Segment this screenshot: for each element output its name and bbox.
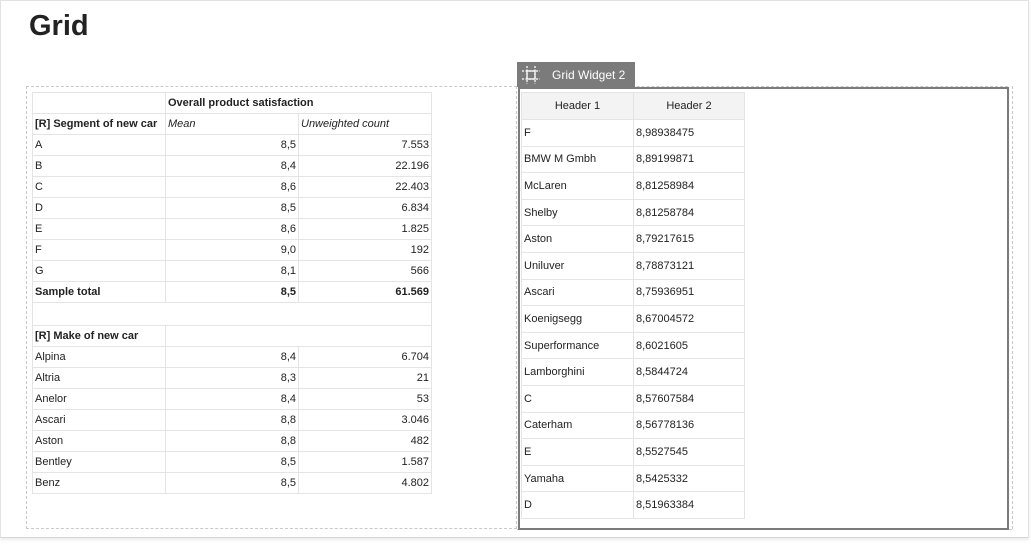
segment-row-label: B bbox=[33, 156, 166, 177]
make-row-count: 21 bbox=[299, 368, 432, 389]
grid-row[interactable] bbox=[522, 199, 745, 226]
grid-row[interactable] bbox=[522, 146, 745, 173]
grid-cell-name[interactable]: Superformance bbox=[522, 332, 634, 359]
grid-row[interactable] bbox=[522, 385, 745, 412]
make-row bbox=[33, 389, 432, 410]
make-row-mean: 8,3 bbox=[166, 368, 299, 389]
count-header: Unweighted count bbox=[299, 114, 432, 135]
make-row bbox=[33, 452, 432, 473]
segment-row bbox=[33, 261, 432, 282]
grid-cell-name[interactable]: Ascari bbox=[522, 279, 634, 306]
grid-cell-value[interactable]: 8,81258984 bbox=[634, 173, 745, 200]
segment-row-count: 22.196 bbox=[299, 156, 432, 177]
segment-row-count: 192 bbox=[299, 240, 432, 261]
grid-cell-name[interactable]: Uniluver bbox=[522, 252, 634, 279]
grid-cell-value[interactable]: 8,79217615 bbox=[634, 226, 745, 253]
segment-row bbox=[33, 219, 432, 240]
segment-row-label: E bbox=[33, 219, 166, 240]
make-row bbox=[33, 431, 432, 452]
grid-cell-value[interactable]: 8,78873121 bbox=[634, 252, 745, 279]
grid-row[interactable] bbox=[522, 359, 745, 386]
make-header: [R] Make of new car bbox=[33, 326, 166, 347]
make-row-label: Benz bbox=[33, 473, 166, 494]
grid-cell-value[interactable]: 8,5844724 bbox=[634, 359, 745, 386]
segment-header: [R] Segment of new car bbox=[33, 114, 166, 135]
make-row-mean: 8,4 bbox=[166, 347, 299, 368]
grid-cell-name[interactable]: C bbox=[522, 385, 634, 412]
grid-header-row bbox=[522, 93, 745, 120]
grid-row[interactable] bbox=[522, 439, 745, 466]
mean-header: Mean bbox=[166, 114, 299, 135]
grid-widget-2-tab[interactable] bbox=[517, 62, 635, 87]
grid-row[interactable] bbox=[522, 173, 745, 200]
make-row-count: 4.802 bbox=[299, 473, 432, 494]
crosstab-corner-cell bbox=[33, 93, 166, 114]
crosstab-sub-header-row bbox=[33, 114, 432, 135]
grid-row[interactable] bbox=[522, 465, 745, 492]
grid-cell-name[interactable]: McLaren bbox=[522, 173, 634, 200]
make-row-count: 6.704 bbox=[299, 347, 432, 368]
grid-cell-value[interactable]: 8,75936951 bbox=[634, 279, 745, 306]
segment-row bbox=[33, 177, 432, 198]
make-row-mean: 8,5 bbox=[166, 452, 299, 473]
segment-row-mean: 8,5 bbox=[166, 135, 299, 156]
segment-row-count: 566 bbox=[299, 261, 432, 282]
make-row-label: Ascari bbox=[33, 410, 166, 431]
grid-cell-value[interactable]: 8,81258784 bbox=[634, 199, 745, 226]
make-row-mean: 8,8 bbox=[166, 431, 299, 452]
segment-row-mean: 8,6 bbox=[166, 177, 299, 198]
segment-row-label: A bbox=[33, 135, 166, 156]
spacer-cell bbox=[33, 303, 432, 326]
grid-cell-name[interactable]: Shelby bbox=[522, 199, 634, 226]
crosstab-top-header-row bbox=[33, 93, 432, 114]
grid-cell-name[interactable]: F bbox=[522, 120, 634, 147]
widget-2-dashed-right bbox=[1012, 86, 1013, 529]
segment-row-count: 22.403 bbox=[299, 177, 432, 198]
grid-cell-value[interactable]: 8,51963384 bbox=[634, 492, 745, 519]
header-2[interactable]: Header 2 bbox=[634, 93, 745, 120]
grid-cell-value[interactable]: 8,56778136 bbox=[634, 412, 745, 439]
crosstab-top-header: Overall product satisfaction bbox=[166, 93, 432, 114]
grid-cell-value[interactable]: 8,5527545 bbox=[634, 439, 745, 466]
make-header-empty bbox=[166, 326, 432, 347]
page-title: Grid bbox=[29, 10, 89, 42]
segment-row-mean: 8,1 bbox=[166, 261, 299, 282]
make-row-mean: 8,4 bbox=[166, 389, 299, 410]
segment-row-count: 7.553 bbox=[299, 135, 432, 156]
segment-row-mean: 8,5 bbox=[166, 198, 299, 219]
grid-widget-2-table bbox=[521, 92, 745, 519]
grid-row[interactable] bbox=[522, 332, 745, 359]
make-row-label: Bentley bbox=[33, 452, 166, 473]
grid-row[interactable] bbox=[522, 306, 745, 333]
make-row-count: 3.046 bbox=[299, 410, 432, 431]
sample-total-row bbox=[33, 282, 432, 303]
make-row-mean: 8,8 bbox=[166, 410, 299, 431]
header-1[interactable]: Header 1 bbox=[522, 93, 634, 120]
segment-row-label: C bbox=[33, 177, 166, 198]
grid-cell-value[interactable]: 8,57607584 bbox=[634, 385, 745, 412]
spacer-row bbox=[33, 303, 432, 326]
grid-row[interactable] bbox=[522, 226, 745, 253]
crosstab-table bbox=[32, 92, 432, 494]
grid-row[interactable] bbox=[522, 120, 745, 147]
make-row bbox=[33, 347, 432, 368]
make-row-count: 482 bbox=[299, 431, 432, 452]
make-row-label: Alpina bbox=[33, 347, 166, 368]
grid-row[interactable] bbox=[522, 412, 745, 439]
grid-widget-2-title: Grid Widget 2 bbox=[552, 67, 626, 82]
grid-row[interactable] bbox=[522, 252, 745, 279]
segment-row-label: D bbox=[33, 198, 166, 219]
grid-cell-name[interactable]: E bbox=[522, 439, 634, 466]
make-row-label: Aston bbox=[33, 431, 166, 452]
grid-cell-value[interactable]: 8,67004572 bbox=[634, 306, 745, 333]
grid-cell-value[interactable]: 8,89199871 bbox=[634, 146, 745, 173]
make-row bbox=[33, 473, 432, 494]
segment-row-label: G bbox=[33, 261, 166, 282]
grid-cell-name[interactable]: BMW M Gmbh bbox=[522, 146, 634, 173]
make-row-label: Anelor bbox=[33, 389, 166, 410]
make-row-label: Altria bbox=[33, 368, 166, 389]
make-row bbox=[33, 368, 432, 389]
sample-total-row-label: Sample total bbox=[33, 282, 166, 303]
segment-row-label: F bbox=[33, 240, 166, 261]
segment-row-mean: 8,6 bbox=[166, 219, 299, 240]
segment-row-mean: 9,0 bbox=[166, 240, 299, 261]
make-header-row bbox=[33, 326, 432, 347]
grid-cell-name[interactable]: Koenigsegg bbox=[522, 306, 634, 333]
grid-row[interactable] bbox=[522, 492, 745, 519]
make-row bbox=[33, 410, 432, 431]
segment-row bbox=[33, 156, 432, 177]
grid-cell-name[interactable]: Aston bbox=[522, 226, 634, 253]
grid-cell-value[interactable]: 8,98938475 bbox=[634, 120, 745, 147]
grid-cell-name[interactable]: Lamborghini bbox=[522, 359, 634, 386]
grid-cell-name[interactable]: Caterham bbox=[522, 412, 634, 439]
sample-total-row-count: 61.569 bbox=[299, 282, 432, 303]
make-row-count: 1.587 bbox=[299, 452, 432, 473]
make-row-count: 53 bbox=[299, 389, 432, 410]
segment-row-count: 1.825 bbox=[299, 219, 432, 240]
grid-select-icon[interactable] bbox=[519, 63, 543, 87]
grid-cell-name[interactable]: D bbox=[522, 492, 634, 519]
grid-cell-name[interactable]: Yamaha bbox=[522, 465, 634, 492]
grid-cell-value[interactable]: 8,6021605 bbox=[634, 332, 745, 359]
segment-row bbox=[33, 135, 432, 156]
grid-row[interactable] bbox=[522, 279, 745, 306]
grid-cell-value[interactable]: 8,5425332 bbox=[634, 465, 745, 492]
sample-total-row-mean: 8,5 bbox=[166, 282, 299, 303]
segment-row-mean: 8,4 bbox=[166, 156, 299, 177]
segment-row bbox=[33, 240, 432, 261]
segment-row bbox=[33, 198, 432, 219]
segment-row-count: 6.834 bbox=[299, 198, 432, 219]
make-row-mean: 8,5 bbox=[166, 473, 299, 494]
